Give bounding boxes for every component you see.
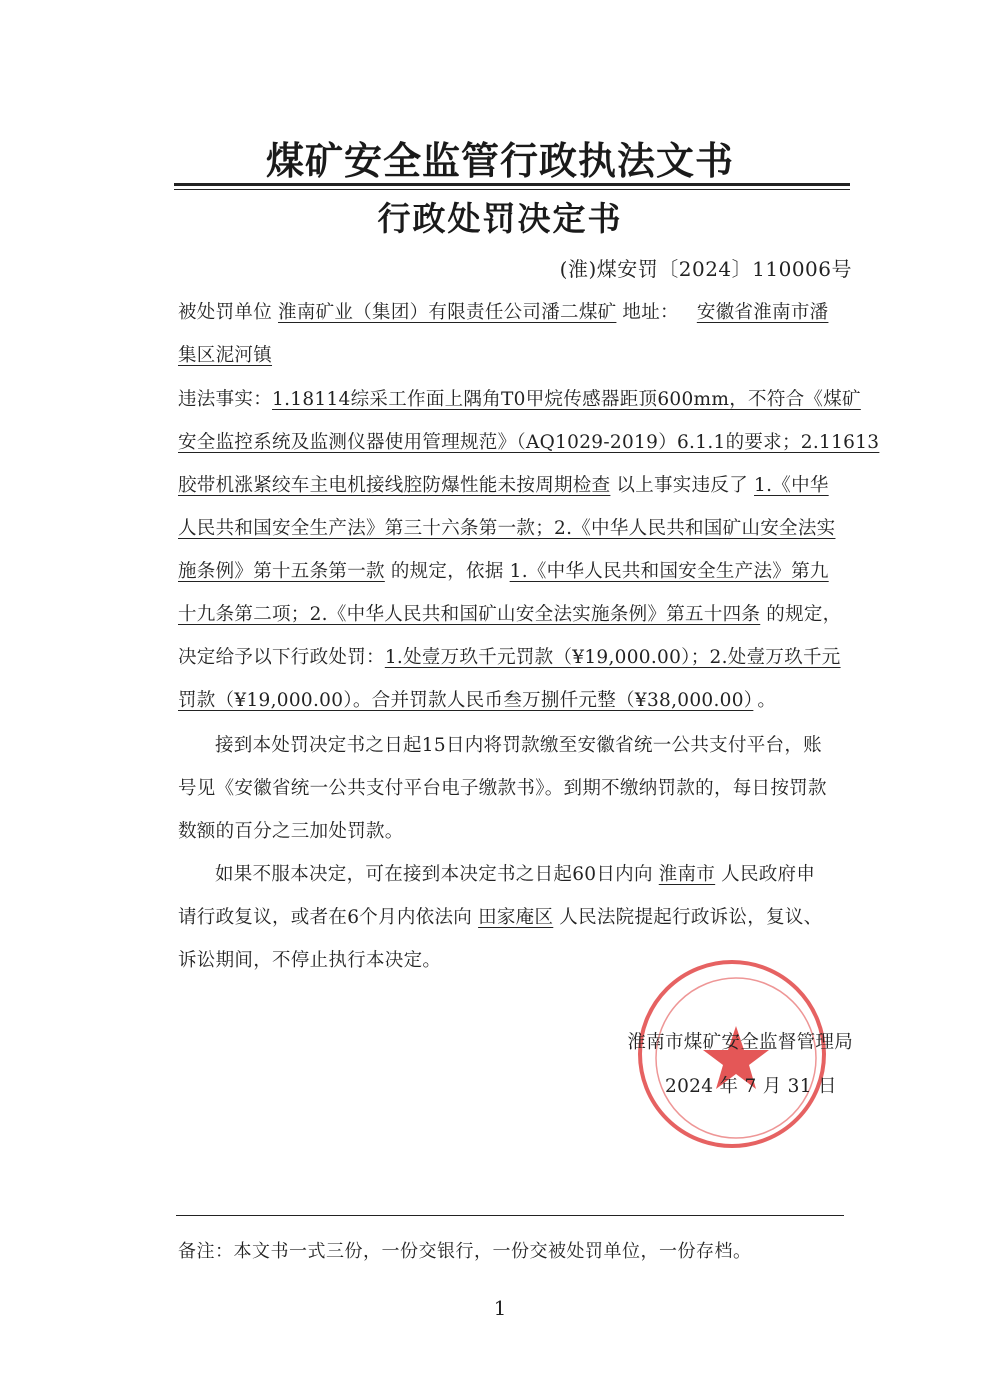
issue-date: 2024 年 7 月 31 日 [665,1076,837,1097]
violated-law-3: 施条例》第十五条第一款 [178,561,385,582]
address-part-2: 集区泥河镇 [178,345,273,366]
appeal-paragraph-1: 如果不服本决定，可在接到本决定书之日起60日内向 淮南市 人民政府申 [215,860,815,886]
footnote-rule [176,1215,844,1216]
title-rule-thin [174,189,850,190]
legal-basis-1: 1.《中华人民共和国安全生产法》第九 [509,561,829,582]
appeal-paragraph-3: 诉讼期间，不停止执行本决定。 [178,950,442,971]
body-line-1 [178,298,828,324]
penalty-2: 罚款（¥19,000.00）。合并罚款人民币叁万捌仟元整（¥38,000.00） [178,690,754,711]
body-line-7 [178,557,829,583]
body-line-5 [178,471,829,497]
document-category-title: 煤矿安全监管行政执法文书 [265,139,734,183]
government-name: 淮南市 [658,864,716,885]
body-line-2 [178,341,272,367]
payment-paragraph-2: 号见《安徽省统一公共支付平台电子缴款书》。到期不缴纳罚款的，每日按罚款 [178,778,827,799]
appeal-paragraph-2: 请行政复议，或者在6个月内依法向 田家庵区 人民法院提起行政诉讼，复议、 [178,903,822,929]
punished-unit-label: 被处罚单位 [178,302,273,323]
official-seal [638,960,826,1148]
footnote: 备注：本文书一式三份，一份交银行，一份交被处罚单位，一份存档。 [178,1241,752,1262]
provision-suffix: 的规定， [766,604,842,625]
basis-label: 的规定，依据 [390,561,504,582]
page-number: 1 [493,1296,507,1320]
issuing-authority: 淮南市煤矿安全监督管理局 [627,1032,853,1053]
body-line-8 [178,600,841,626]
body-line-6 [178,514,835,540]
violation-facts-1: 1.18114综采工作面上隅角T0甲烷传感器距顶600mm，不符合《煤矿 [272,389,861,410]
body-line-3 [178,385,861,411]
body-line-9 [178,643,841,669]
violated-label: 以上事实违反了 [616,475,749,496]
address-part-1: 安徽省淮南市潘 [696,302,829,323]
body-line-4 [178,428,879,454]
payment-paragraph-1: 接到本处罚决定书之日起15日内将罚款缴至安徽省统一公共支付平台，账 [215,735,822,756]
violation-facts-3: 胶带机涨紧绞车主电机接线腔防爆性能未按周期检查 [178,475,611,496]
document-title: 行政处罚决定书 [377,199,623,238]
penalty-period: 。 [757,690,777,711]
court-name: 田家庵区 [478,907,554,928]
body-line-10 [178,686,776,712]
violation-facts-2: 安全监控系统及监测仪器使用管理规范》（AQ1029-2019）6.1.1的要求；2.11613 [178,432,880,453]
violation-facts-label: 违法事实： [178,389,273,410]
violated-law-2: 人民共和国安全生产法》第三十六条第一款；2.《中华人民共和国矿山安全法实 [178,518,836,539]
legal-basis-2: 十九条第二项；2.《中华人民共和国矿山安全法实施条例》第五十四条 [178,604,761,625]
violated-law-1: 1.《中华 [754,475,829,496]
penalty-1: 1.处壹万玖千元罚款（¥19,000.00）；2.处壹万玖千元 [384,647,841,668]
address-label: 地址： [622,302,679,323]
title-rule-thick [174,183,850,186]
punished-unit-name: 淮南矿业（集团）有限责任公司潘二煤矿 [278,302,617,323]
decision-label: 决定给予以下行政处罚： [178,647,385,668]
document-number: (淮)煤安罚〔2024〕110006号 [559,257,852,281]
payment-paragraph-3: 数额的百分之三加处罚款。 [178,821,404,842]
